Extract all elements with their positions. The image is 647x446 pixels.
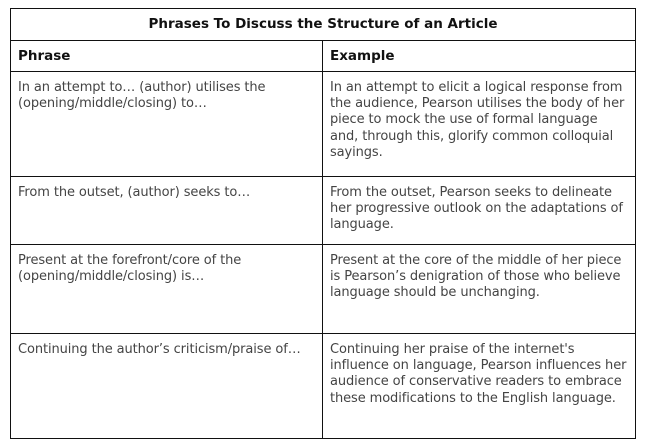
example-cell: Present at the core of the middle of her piece is Pearson’s denigration of those who believe language should be unchanging. <box>323 245 636 334</box>
table-title: Phrases To Discuss the Structure of an Article <box>11 9 636 41</box>
phrase-cell: From the outset, (author) seeks to… <box>11 177 323 245</box>
column-header-row <box>11 41 636 72</box>
phrases-table <box>10 8 636 439</box>
example-cell: Continuing her praise of the internet's influence on language, Pearson influences her audience of conservative readers to embrace these modifications to the English language. <box>323 334 636 439</box>
phrase-cell: Continuing the author’s criticism/praise of… <box>11 334 323 439</box>
column-header-phrase: Phrase <box>11 41 323 72</box>
phrase-cell: Present at the forefront/core of the (opening/middle/closing) is… <box>11 245 323 334</box>
phrase-cell: In an attempt to… (author) utilises the (opening/middle/closing) to… <box>11 72 323 177</box>
table-row <box>11 177 636 245</box>
table-row <box>11 334 636 439</box>
example-cell: In an attempt to elicit a logical response from the audience, Pearson utilises the body of her piece to mock the use of formal language and, through this, glorify common colloquial sayings. <box>323 72 636 177</box>
table-row <box>11 72 636 177</box>
column-header-example: Example <box>323 41 636 72</box>
title-row <box>11 9 636 41</box>
example-cell: From the outset, Pearson seeks to delineate her progressive outlook on the adaptations of language. <box>323 177 636 245</box>
phrases-table-container <box>10 8 635 439</box>
table-row <box>11 245 636 334</box>
